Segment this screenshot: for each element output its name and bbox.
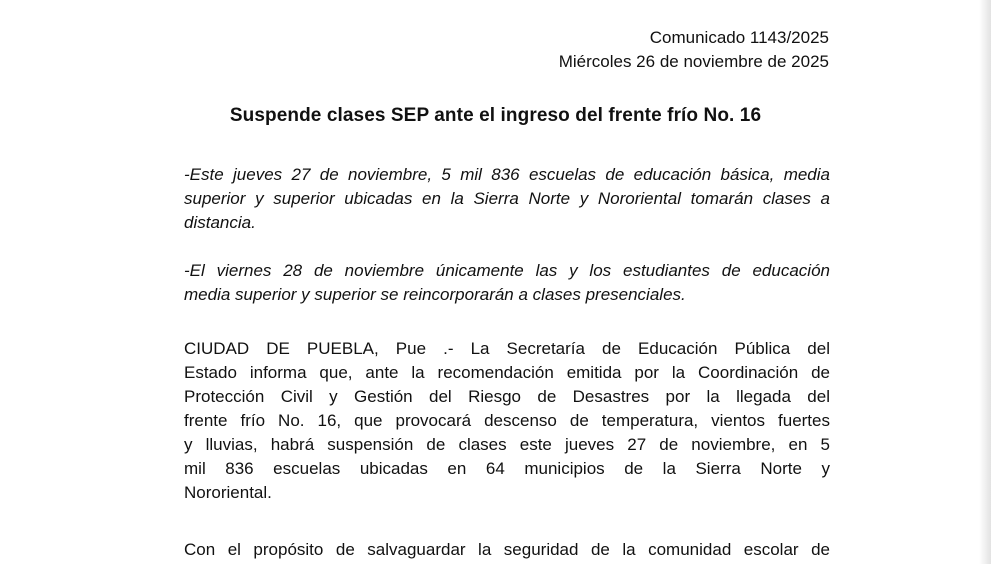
document-title: Suspende clases SEP ante el ingreso del frente frío No. 16 [229, 105, 762, 126]
highlight-line: -El viernes 28 de noviembre únicamente las y los estudiantes de educación [184, 261, 830, 280]
body-line: CIUDAD DE PUEBLA, Pue .- La Secretaría de Educación Pública del [184, 339, 830, 358]
highlight-line: -Este jueves 27 de noviembre, 5 mil 836 escuelas de educación básica, media [184, 165, 830, 184]
body-line: Con el propósito de salvaguardar la seguridad de la comunidad escolar de [184, 540, 830, 559]
document-header [559, 26, 829, 74]
communique-date: Miércoles 26 de noviembre de 2025 [558, 52, 829, 71]
body-line: frente frío No. 16, que provocará descenso de temperatura, vientos fuertes [184, 411, 830, 430]
body-line: Estado informa que, ante la recomendación emitida por la Coordinación de [184, 363, 830, 382]
body-line: y lluvias, habrá suspensión de clases este jueves 27 de noviembre, en 5 [184, 435, 830, 454]
communique-number: Comunicado 1143/2025 [649, 28, 829, 47]
body-line: mil 836 escuelas ubicadas en 64 municipios de la Sierra Norte y [184, 459, 830, 478]
highlight-line: superior y superior ubicadas en la Sierra Norte y Nororiental tomarán clases a [184, 189, 830, 208]
highlight-line: distancia. [184, 213, 256, 232]
body-line: Protección Civil y Gestión del Riesgo de Desastres por la llegada del [184, 387, 830, 406]
page-edge-shadow [979, 0, 991, 564]
highlight-line: media superior y superior se reincorporarán a clases presenciales. [184, 285, 686, 304]
body-line: Nororiental. [184, 483, 272, 502]
